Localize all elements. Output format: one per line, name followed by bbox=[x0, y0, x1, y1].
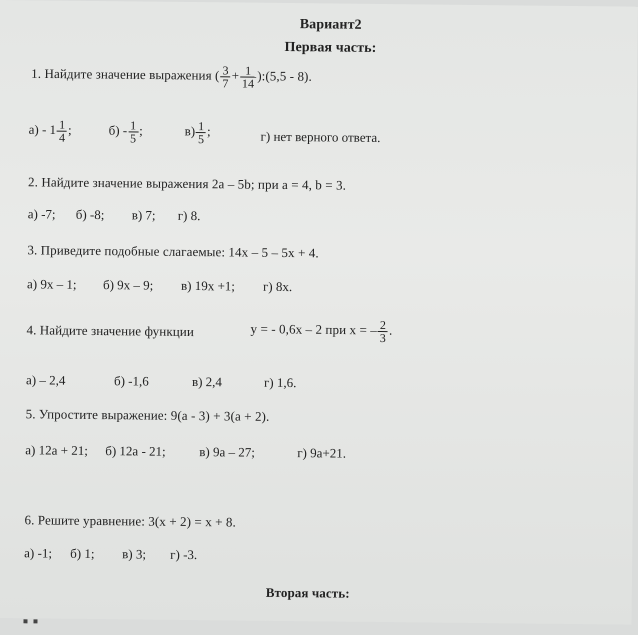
question-6-option-b: б) 1; bbox=[70, 545, 95, 562]
cut-off-next-line bbox=[24, 610, 44, 618]
question-1-option-d: г) нет верного ответа. bbox=[260, 128, 381, 145]
question-5-option-d: г) 9a+21. bbox=[297, 445, 347, 461]
question-1-tail: ):(5,5 - 8). bbox=[257, 68, 312, 84]
question-6-option-d: г) -3. bbox=[170, 546, 198, 563]
question-2-option-d: г) 8. bbox=[177, 207, 201, 224]
question-6-option-a: а) -1; bbox=[24, 545, 53, 561]
cut-off-mark bbox=[33, 619, 37, 623]
question-1-fraction-1: $\frac{3}{7}$ bbox=[222, 63, 229, 91]
question-4-text: 4. Найдите значение функции bbox=[26, 322, 195, 340]
question-3-option-c: в) 19x +1; bbox=[180, 277, 236, 294]
question-3-option-a: а) 9x – 1; bbox=[26, 276, 77, 292]
question-4-option-a: а) – 2,4 bbox=[25, 372, 66, 388]
option-a-fraction: $\frac{1}{4}$ bbox=[58, 117, 66, 145]
question-1-plus: + bbox=[231, 67, 240, 83]
question-1 bbox=[31, 62, 312, 90]
question-4-fraction: $\frac{2}{3}$ bbox=[379, 317, 387, 346]
question-2-option-b: б) -8; bbox=[75, 206, 105, 223]
question-2-option-a: а) -7; bbox=[27, 206, 56, 222]
question-1-text: 1. Найдите значение выражения ( bbox=[31, 65, 220, 83]
question-5-option-b: б) 12a - 21; bbox=[105, 443, 166, 459]
question-6-text: 6. Решите уравнение: 3(x + 2) = x + 8. bbox=[24, 512, 237, 530]
question-5-option-c: в) 9a – 27; bbox=[199, 444, 255, 460]
variant-title: Вариант2 bbox=[299, 17, 362, 33]
question-4-option-b: б) -1,6 bbox=[113, 373, 149, 389]
question-2-option-c: в) 7; bbox=[131, 207, 156, 223]
part-one-heading: Первая часть: bbox=[284, 39, 377, 56]
question-5-option-a: а) 12a + 21; bbox=[25, 442, 88, 458]
question-4-option-d: г) 1,6. bbox=[263, 374, 297, 391]
question-3-option-b: б) 9x – 9; bbox=[102, 277, 154, 293]
question-3-text: 3. Приведите подобные слагаемые: 14x – 5 – 5x + 4. bbox=[27, 242, 319, 261]
question-1-option-c: в) $\frac{1}{5}$ ; bbox=[184, 119, 211, 147]
question-4-formula: y = - 0,6x – 2 при x = – $\frac{2}{3}$ . bbox=[250, 317, 393, 346]
question-5-text: 5. Упростите выражение: 9(a - 3) + 3(a + 2). bbox=[25, 406, 270, 424]
question-1-fraction-2: $\frac{1}{14}$ bbox=[240, 65, 256, 90]
question-1-option-a: а) - 1 $\frac{1}{4}$ ; bbox=[28, 117, 72, 145]
question-2-text: 2. Найдите значение выражения 2a – 5b; при a = 4, b = 3. bbox=[28, 174, 347, 193]
cut-off-mark bbox=[23, 619, 27, 623]
question-6-option-c: в) 3; bbox=[122, 546, 147, 562]
option-c-fraction: $\frac{1}{5}$ bbox=[197, 119, 205, 147]
question-1-option-b: б) - $\frac{1}{5}$ ; bbox=[108, 118, 143, 146]
option-b-fraction: $\frac{1}{5}$ bbox=[130, 118, 137, 146]
question-4-option-c: в) 2,4 bbox=[191, 374, 223, 390]
question-3-option-d: г) 8x. bbox=[262, 278, 293, 295]
part-two-heading: Вторая часть: bbox=[265, 584, 350, 601]
